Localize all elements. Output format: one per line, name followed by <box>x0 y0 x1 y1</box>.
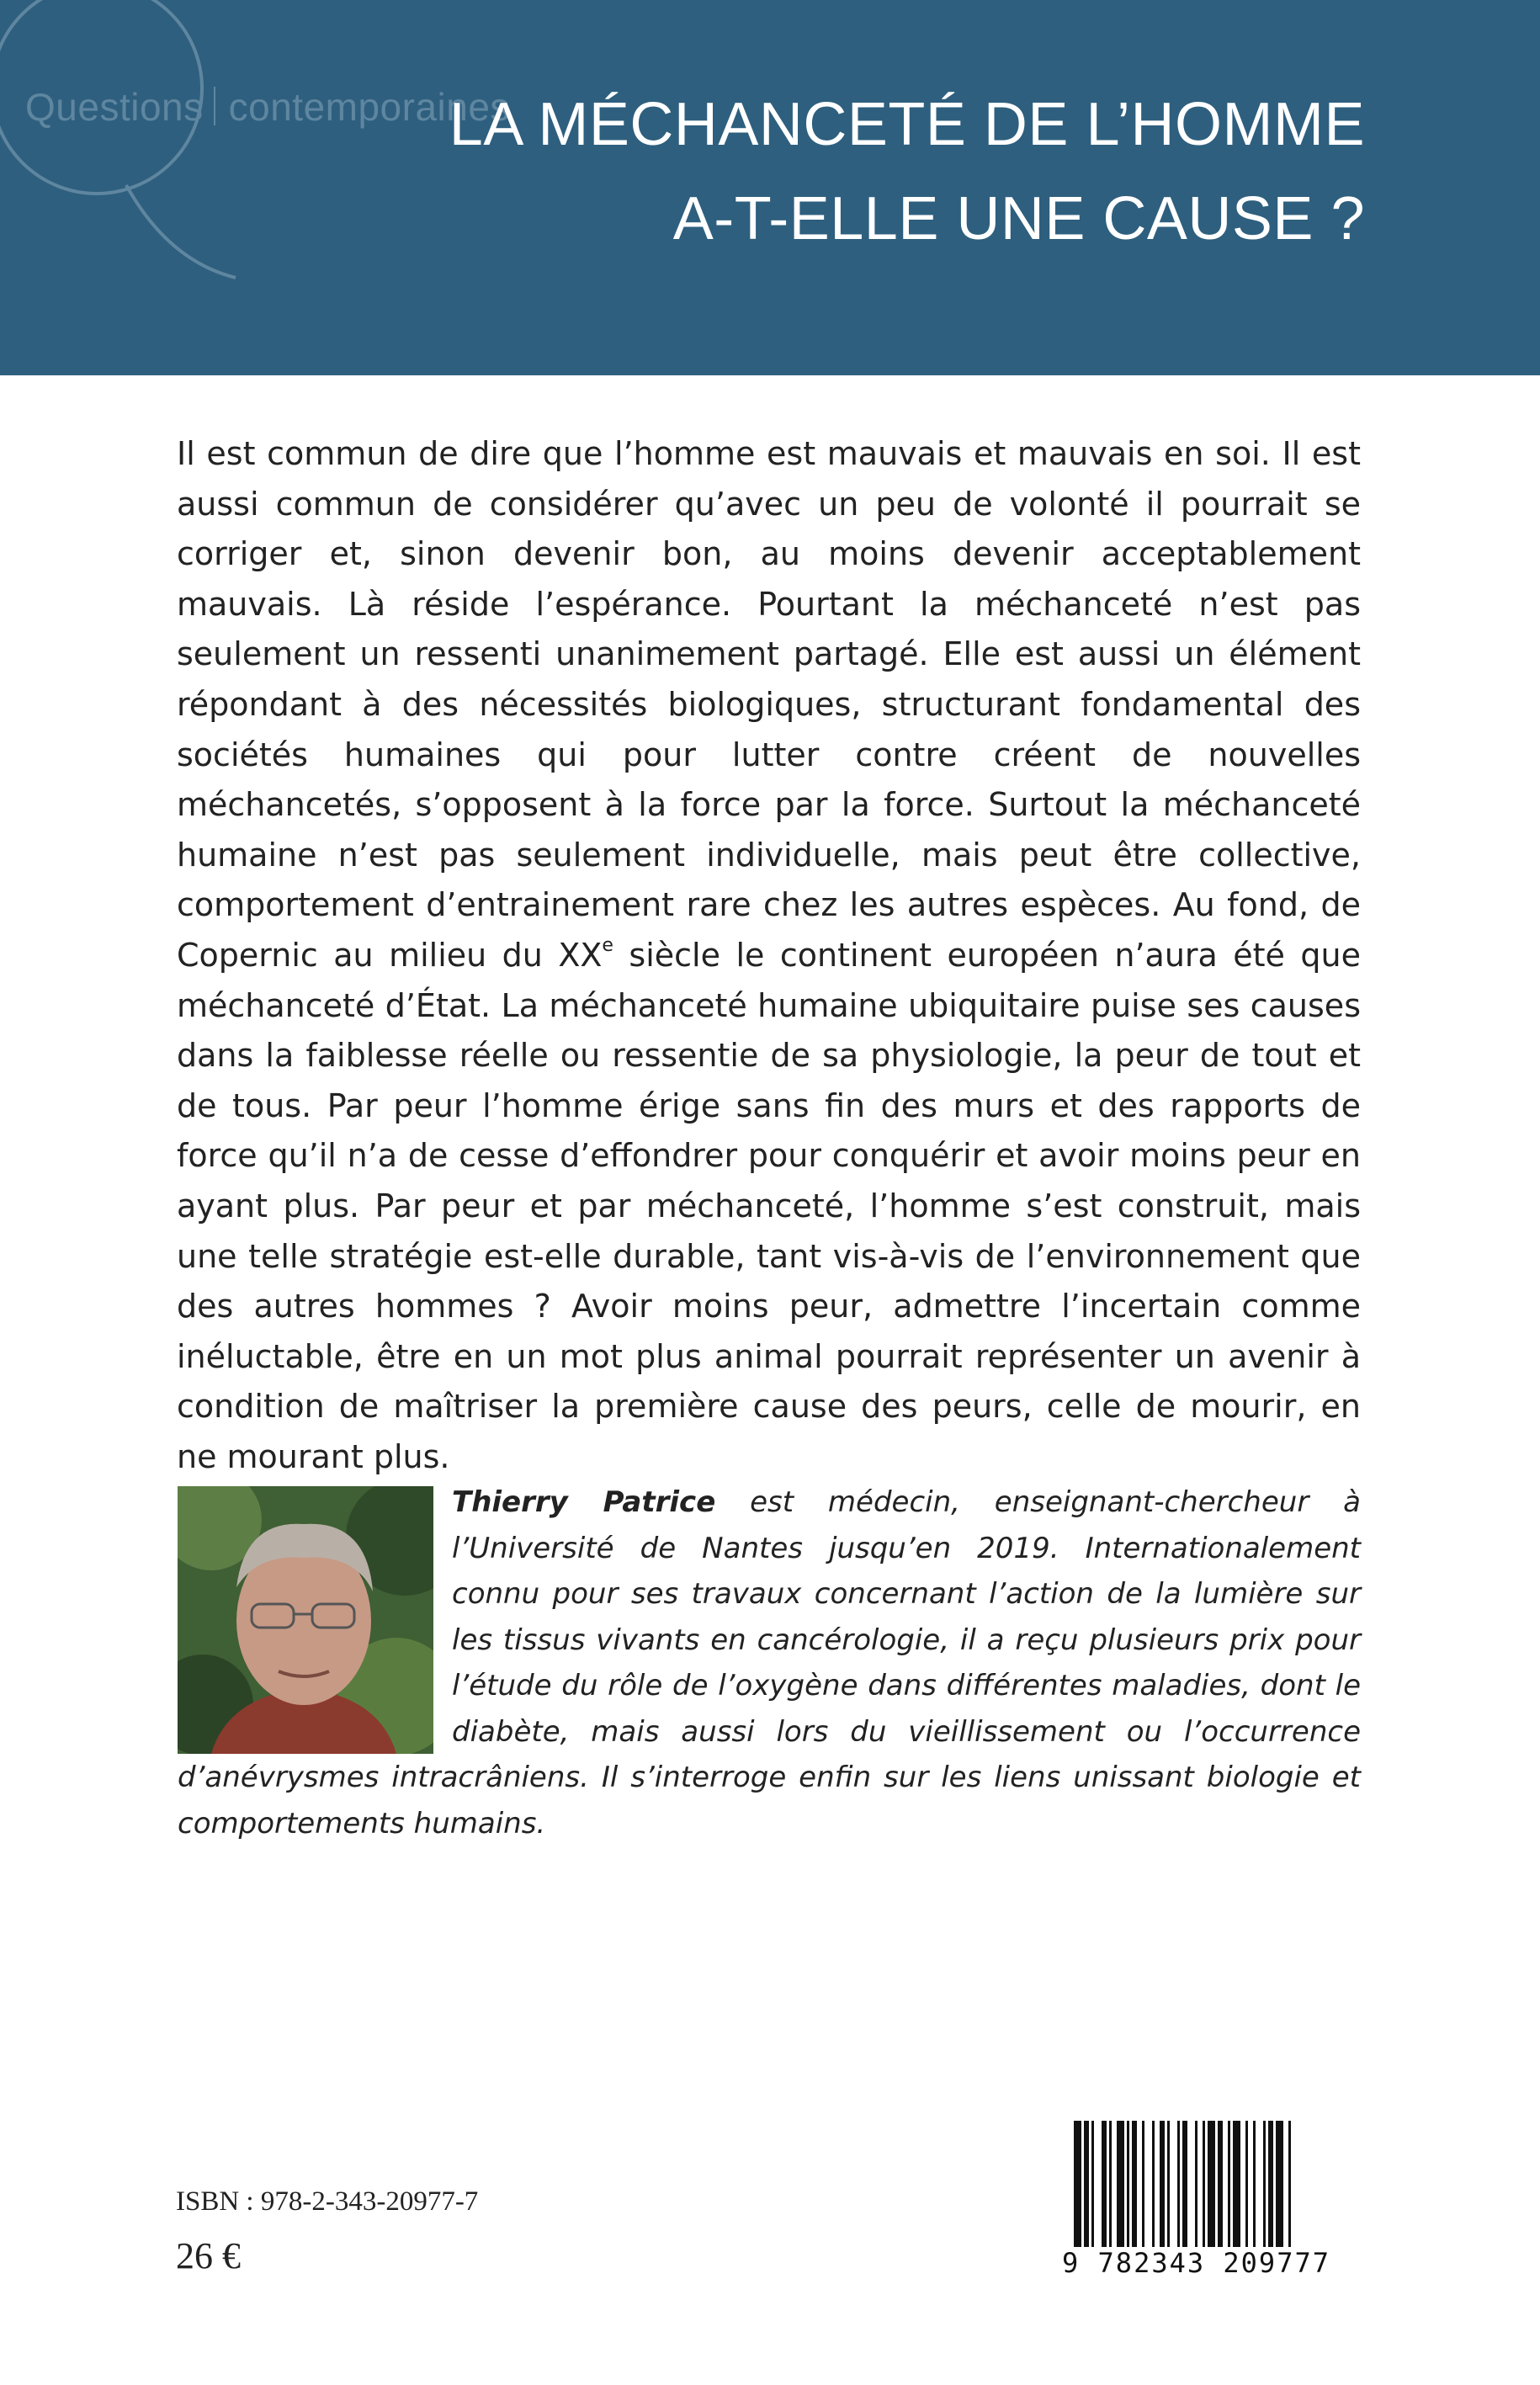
collection-separator <box>214 87 215 125</box>
summary-text-part-2: siècle le continent européen n’aura été que méchanceté d’État. La méchanceté humaine ubiquitaire puise ses causes dans la faiblesse réelle ou ressentie de sa physiologie, la peur de tout et de tous. Par peur l’homme érige sans fin des murs et des rapports de force qu’il n’a de cesse d’effondrer pour conquérir et avoir moins peur en ayant plus. Par peur et par méchanceté, l’homme s’est construit, mais une telle stratégie est-elle durable, tant vis-à-vis de l’environnement que des autres hommes ? Avoir moins peur, admettre l’incertain comme inéluctable, être en un mot plus animal pourrait représenter un avenir à condition de maîtriser la première cause des peurs, celle de mourir, en ne mourant plus. <box>177 936 1361 1475</box>
barcode-digits: 9 782343 209777 <box>1062 2247 1330 2279</box>
header-band <box>0 0 1540 375</box>
back-cover-summary <box>177 429 1361 1482</box>
collection-name <box>25 84 510 130</box>
author-bio <box>178 1479 1361 1846</box>
book-title-line-2: A-T-ELLE UNE CAUSE ? <box>672 185 1365 252</box>
author-bio-text: est médecin, enseignant-chercheur à l’Université de Nantes jusqu’en 2019. Internationalement connu pour ses travaux concernant l’action de la lumière sur les tissus vivants en cancérologie, il a reçu plusieurs prix pour l’étude du rôle de l’oxygène dans différentes maladies, dont le diabète, mais aussi lors du vieillissement ou l’occurrence d’anévrysmes intracrâniens. Il s’interroge enfin sur les liens unissant biologie et comportements humains. <box>178 1485 1361 1841</box>
photo-float-space <box>178 1479 452 1754</box>
summary-text-part-1: Il est commun de dire que l’homme est mauvais et mauvais en soi. Il est aussi commun de considérer qu’avec un peu de volonté il pourrait se corriger et, sinon devenir bon, au moins devenir acceptablement mauvais. Là réside l’espérance. Pourtant la méchanceté n’est pas seulement un ressenti unanimement partagé. Elle est aussi un élément répondant à des nécessités biologiques, structurant fondamental des sociétés humaines qui pour lutter contre créent de nouvelles méchancetés, s’opposent à la force par la force. Surtout la méchanceté humaine n’est pas seulement individuelle, mais peut être collective, comportement d’entrainement rare chez les autres espèces. Au fond, de Copernic au milieu du XX <box>177 435 1361 974</box>
summary-superscript: e <box>602 934 613 956</box>
book-title <box>449 77 1365 266</box>
book-title-line-1: LA MÉCHANCETÉ DE L’HOMME <box>449 91 1365 158</box>
collection-name-second: contemporaines <box>228 85 510 129</box>
q-letter-logo <box>0 0 252 303</box>
price: 26 € <box>176 2235 241 2276</box>
collection-name-first: Questions <box>25 85 204 129</box>
author-name: Thierry Patrice <box>452 1485 716 1519</box>
isbn: ISBN : 978-2-343-20977-7 <box>176 2186 479 2217</box>
